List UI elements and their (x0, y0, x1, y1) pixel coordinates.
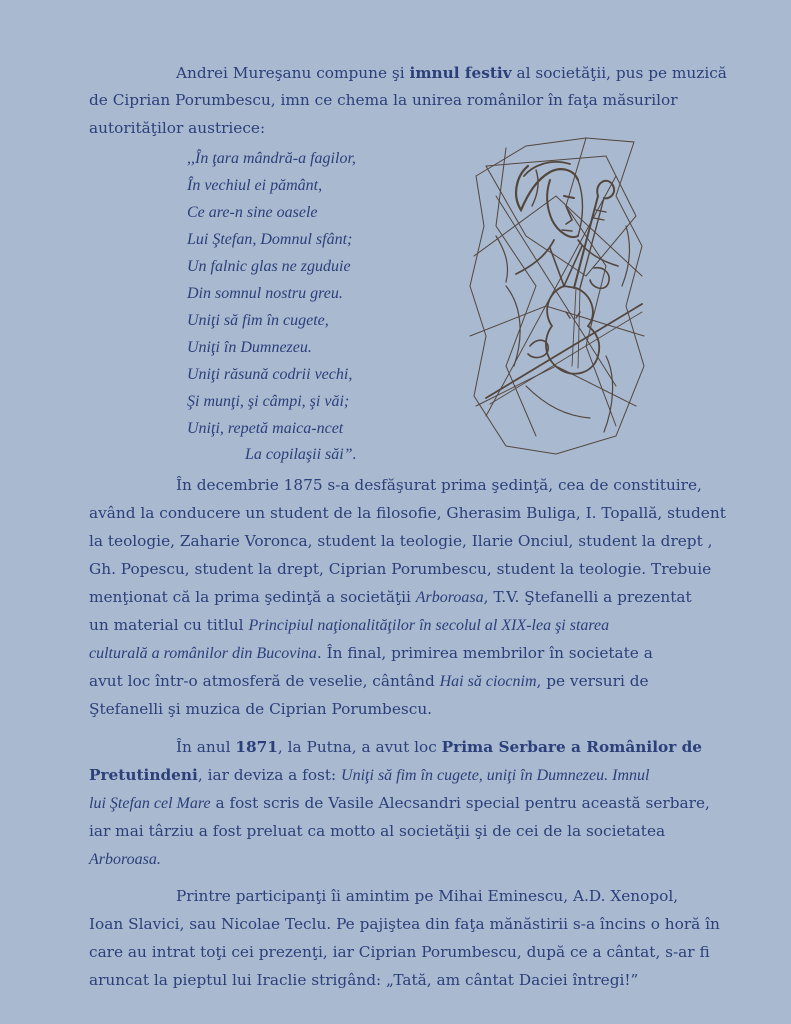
p2-line-9: Ştefanelli şi muzica de Ciprian Porumbescu. (89, 700, 433, 718)
emphasis-imnul-festiv: imnul festiv (409, 64, 512, 82)
p2-line-8: avut loc într-o atmosferă de veselie, cântând Hai să ciocnim, pe versuri de (89, 672, 649, 690)
title-principiul: Principiul naţionalităţilor în secolul al XIX-lea şi starea (248, 617, 610, 634)
intro-line-1: Andrei Mureşanu compune şi imnul festiv al societăţii, pus pe muzică (176, 64, 727, 82)
p3-line-5 (89, 849, 161, 870)
motto-uniti: Uniţi să fim în cugete, uniţi în Dumnezeu. Imnul (341, 767, 650, 784)
p4-line-3: care au intrat toţi cei prezenţi, iar Ciprian Porumbescu, după ce a cântat, s-ar fi (89, 943, 710, 961)
poem-verse-6: Din somnul nostru greu. (187, 285, 343, 302)
emphasis-pretutindeni: Pretutindeni (89, 766, 198, 784)
p4-line-2: Ioan Slavici, sau Nicolae Teclu. Pe pajiştea din faţa mănăstirii s-a încins o horă în (89, 915, 720, 933)
p2-line-7: culturală a românilor din Bucovina. În final, primirea membrilor în societate a (89, 644, 653, 662)
poem-verse-11: Uniţi, repetă maica-ncet (187, 420, 344, 437)
poem-verse-10: Şi munţi, şi câmpi, şi văi; (187, 393, 350, 410)
p4-line-1: Printre participanţi îi amintim pe Mihai Eminescu, A.D. Xenopol, (176, 887, 679, 905)
poem-verse-7: Uniţi să fim în cugete, (187, 312, 329, 329)
poem-verse-1: ,,În ţara mândră-a fagilor, (187, 150, 356, 167)
p3-line-4: iar mai târziu a fost preluat ca motto al societăţii şi de cei de la societatea (89, 822, 666, 840)
emphasis-prima-serbare: Prima Serbare a Românilor de (441, 738, 703, 756)
intro-line-3: autorităţilor austriece: (89, 119, 266, 137)
title-principiul-cont: culturală a românilor din Bucovina (89, 645, 317, 662)
poem-verse-4: Lui Ştefan, Domnul sfânt; (187, 231, 353, 248)
p3-line-3: lui Ştefan cel Mare a fost scris de Vasile Alecsandri special pentru această serbare, (89, 794, 710, 812)
p2-line-4: Gh. Popescu, student la drept, Ciprian Porumbescu, student la teologie. Trebuie (89, 560, 712, 578)
poem-verse-12: La copilaşii săi”. (245, 446, 357, 463)
p2-line-2: având la conducere un student de la filosofie, Gherasim Buliga, I. Topallă, student (89, 504, 726, 522)
year-1871: 1871 (235, 738, 278, 756)
p4-line-4: aruncat la pieptul lui Iraclie strigând: „Tată, am cântat Daciei întregi!” (89, 971, 639, 989)
poem-verse-8: Uniţi în Dumnezeu. (187, 339, 312, 356)
p2-line-1: În decembrie 1875 s-a desfăşurat prima şedinţă, cea de constituire, (176, 476, 702, 494)
p2-line-6: un material cu titlul Principiul naţionalităţilor în secolul al XIX-lea şi starea (89, 616, 610, 634)
poem-verse-9: Uniţi răsună codrii vechi, (187, 366, 353, 383)
p3-line-2: Pretutindeni, iar deviza a fost: Uniţi să fim în cugete, uniţi în Dumnezeu. Imnul (89, 766, 650, 784)
intro-line-2: de Ciprian Porumbescu, imn ce chema la unirea românilor în faţa măsurilor (89, 91, 678, 109)
title-arboroasa: Arboroasa (415, 589, 484, 606)
porumbescu-violin-sketch (466, 136, 646, 460)
poem-verse-5: Un falnic glas ne zguduie (187, 258, 351, 275)
p2-line-3: la teologie, Zaharie Voronca, student la teologie, Ilarie Onciul, student la drept , (89, 532, 713, 550)
title-hai-sa-ciocnim: Hai să ciocnim (439, 673, 537, 690)
poem-verse-3: Ce are-n sine oasele (187, 204, 318, 221)
poem-verse-2: În vechiul ei pământ, (187, 177, 323, 194)
p3-line-1: În anul 1871, la Putna, a avut loc Prima Serbare a Românilor de (176, 738, 703, 756)
title-stefan-cel-mare: lui Ştefan cel Mare (89, 795, 211, 812)
p2-line-5: menţionat că la prima şedinţă a societăţii Arboroasa, T.V. Ştefanelli a prezentat (89, 588, 692, 606)
society-arboroasa: Arboroasa. (89, 851, 161, 868)
